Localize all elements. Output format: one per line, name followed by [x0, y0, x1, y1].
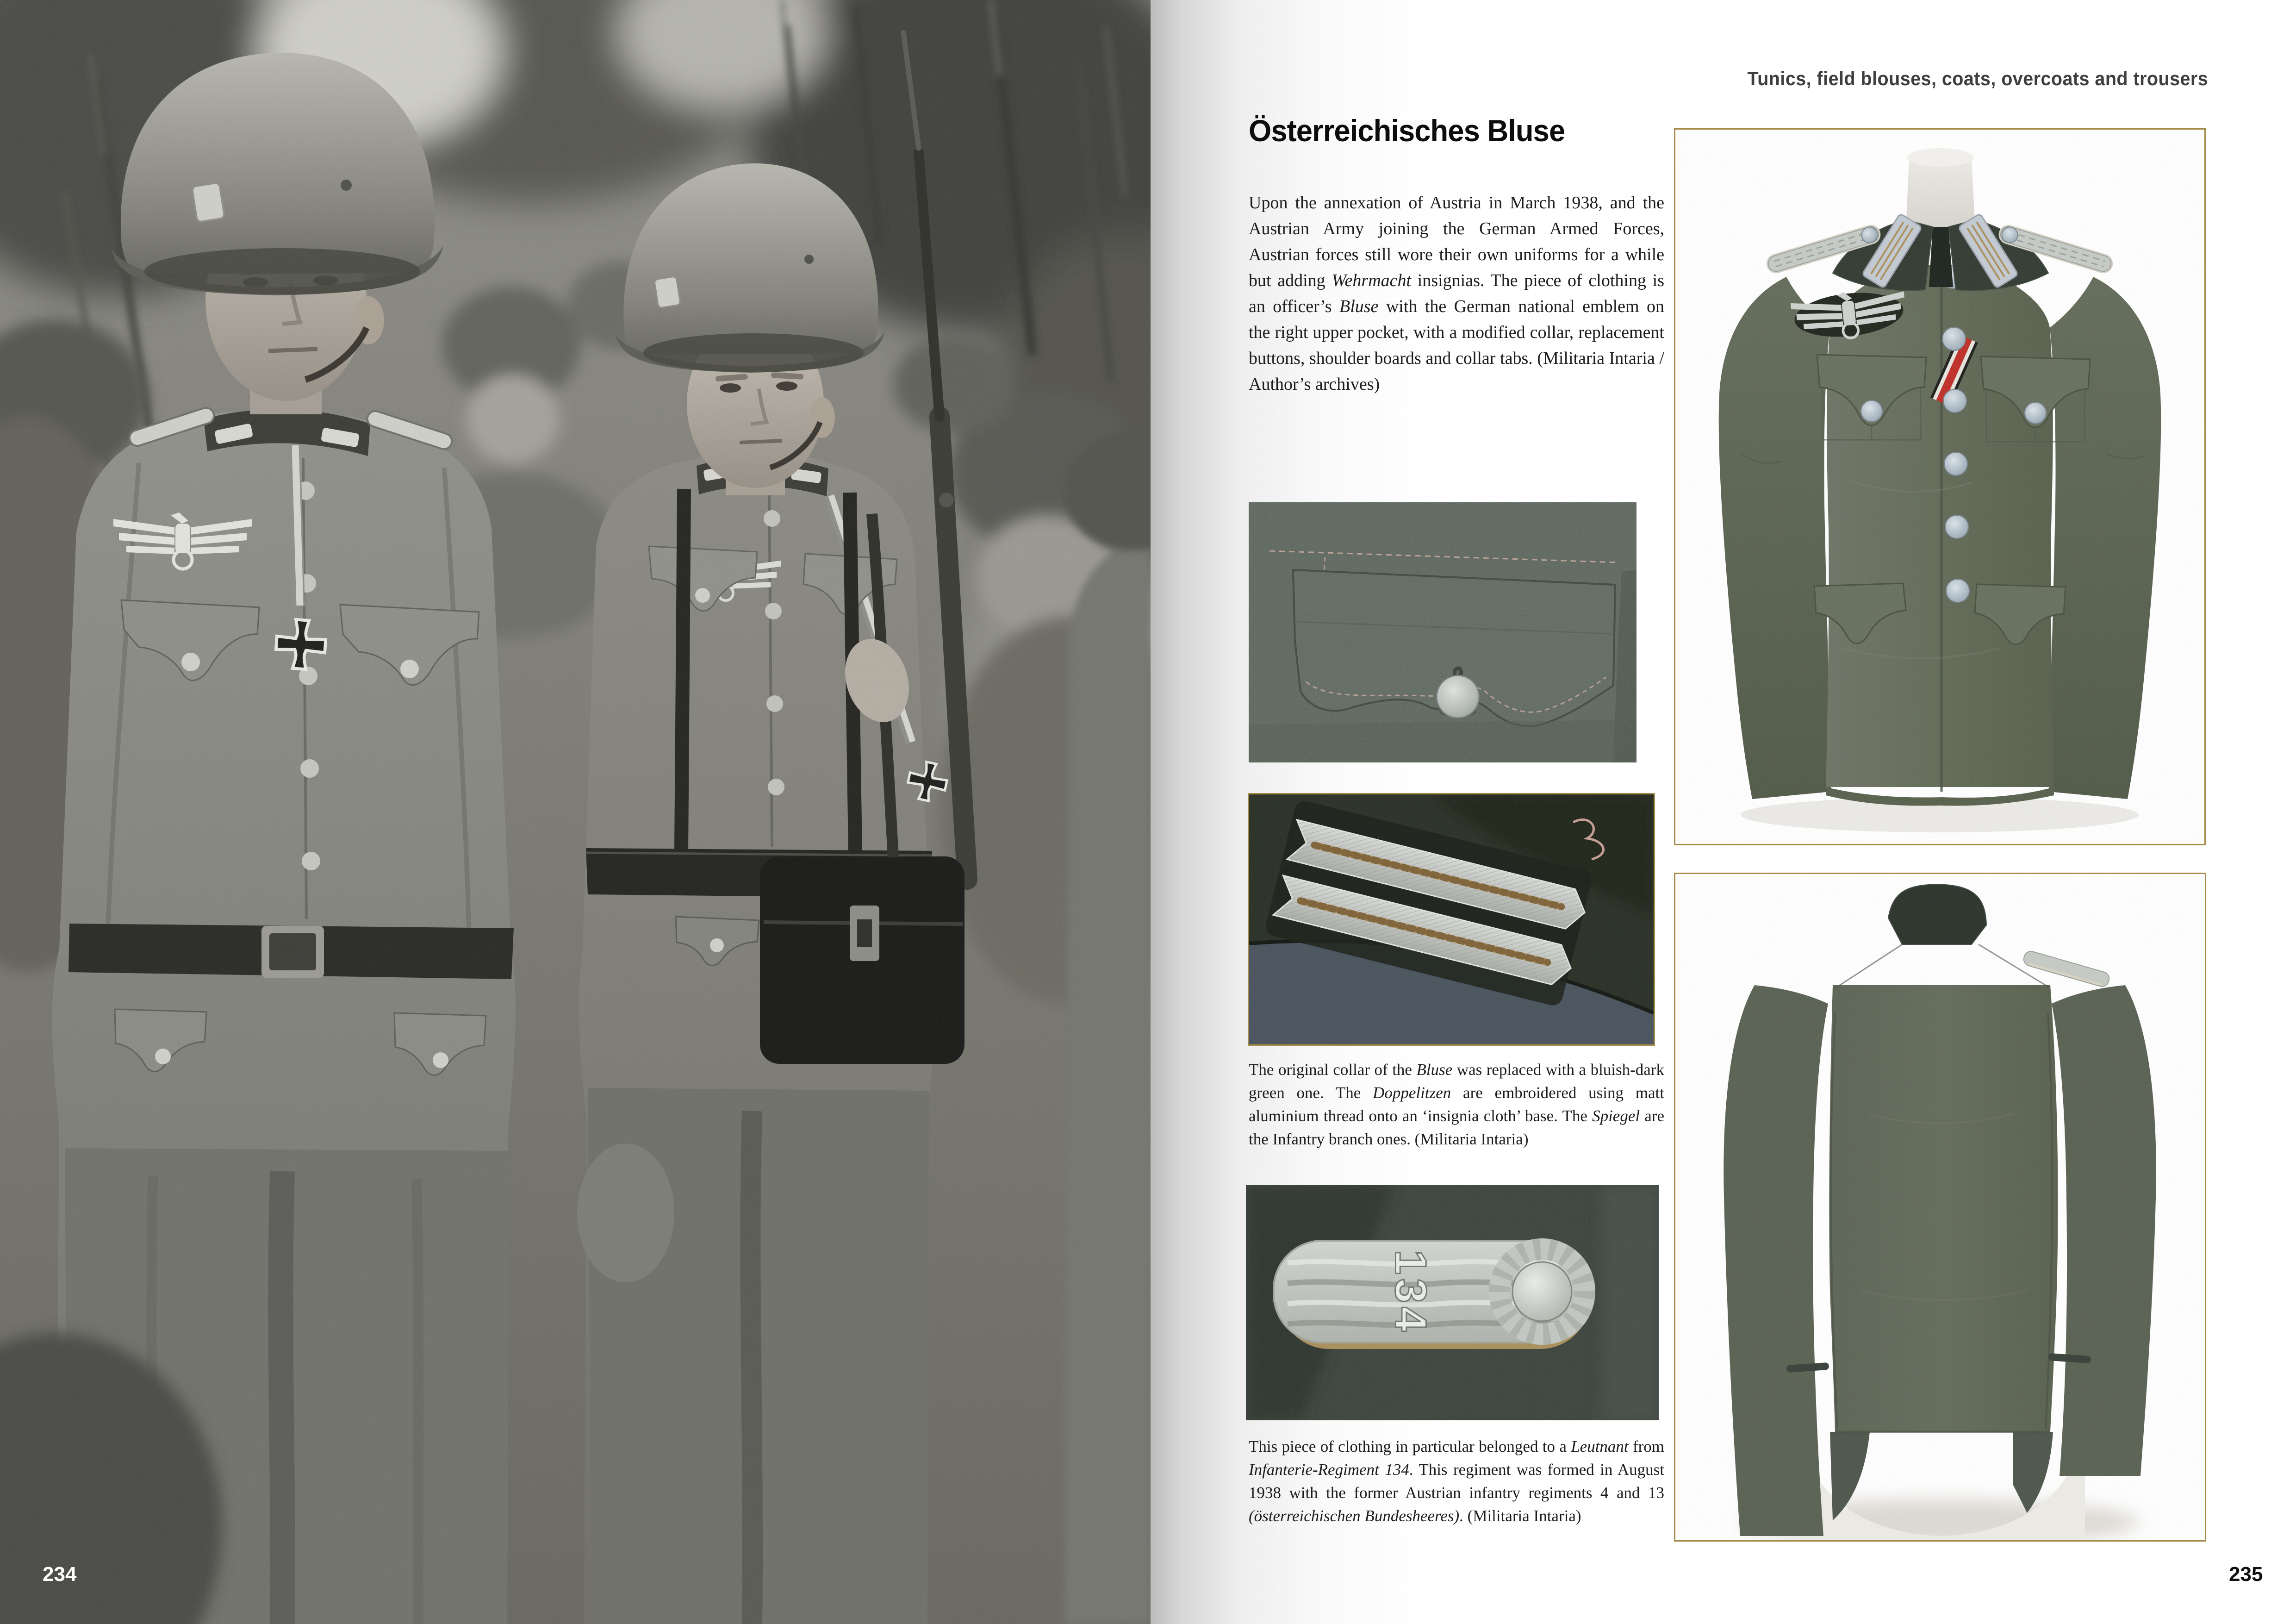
page-number-left: 234 — [43, 1563, 77, 1586]
tunic-back-photo-frame — [1674, 873, 2206, 1542]
page-number-right: 235 — [2229, 1563, 2263, 1586]
right-page — [1151, 0, 2296, 1624]
regiment-caption: This piece of clothing in particular belonged to a Leutnant from Infanterie-Regiment 134. This regiment was formed in August 1938 with the former Austrian infantry regiments 4 and 13 (österreichischen Bundesheeres). (Militaria Intaria) — [1249, 1437, 1664, 1525]
collar-caption: The original collar of the Bluse was replaced with a bluish-dark green one. The Doppelitzen are embroidered using matt aluminium thread onto an ‘insignia cloth’ base. The Spiegel are the Infantry branch ones. (Militaria Intaria) — [1249, 1061, 1665, 1148]
tunic-front-photo — [1675, 130, 2204, 844]
tunic-front-photo-frame — [1674, 128, 2206, 845]
running-head: Tunics, field blouses, coats, overcoats and trousers — [1747, 68, 2208, 89]
shoulder-board-number: 134 — [1386, 1249, 1436, 1336]
intro-paragraph: Upon the annexation of Austria in March 1938, and the Austrian Army joining the German Armed Forces, Austrian forces still wore their own uniforms for a while but adding Wehrmacht insignias. The piece of clothing is an officer’s Bluse with the German national emblem on the right upper pocket, with a modified collar, replacement buttons, shoulder boards and collar tabs. (Militaria Intaria / Author’s archives) — [1249, 193, 1664, 394]
shoulder-board-photo — [1246, 1185, 1659, 1420]
page-title: Österreichisches Bluse — [1249, 113, 1565, 148]
tunic-back-photo — [1675, 874, 2205, 1540]
pocket-detail-photo — [1249, 502, 1636, 762]
collar-tab-photo — [1248, 793, 1655, 1046]
